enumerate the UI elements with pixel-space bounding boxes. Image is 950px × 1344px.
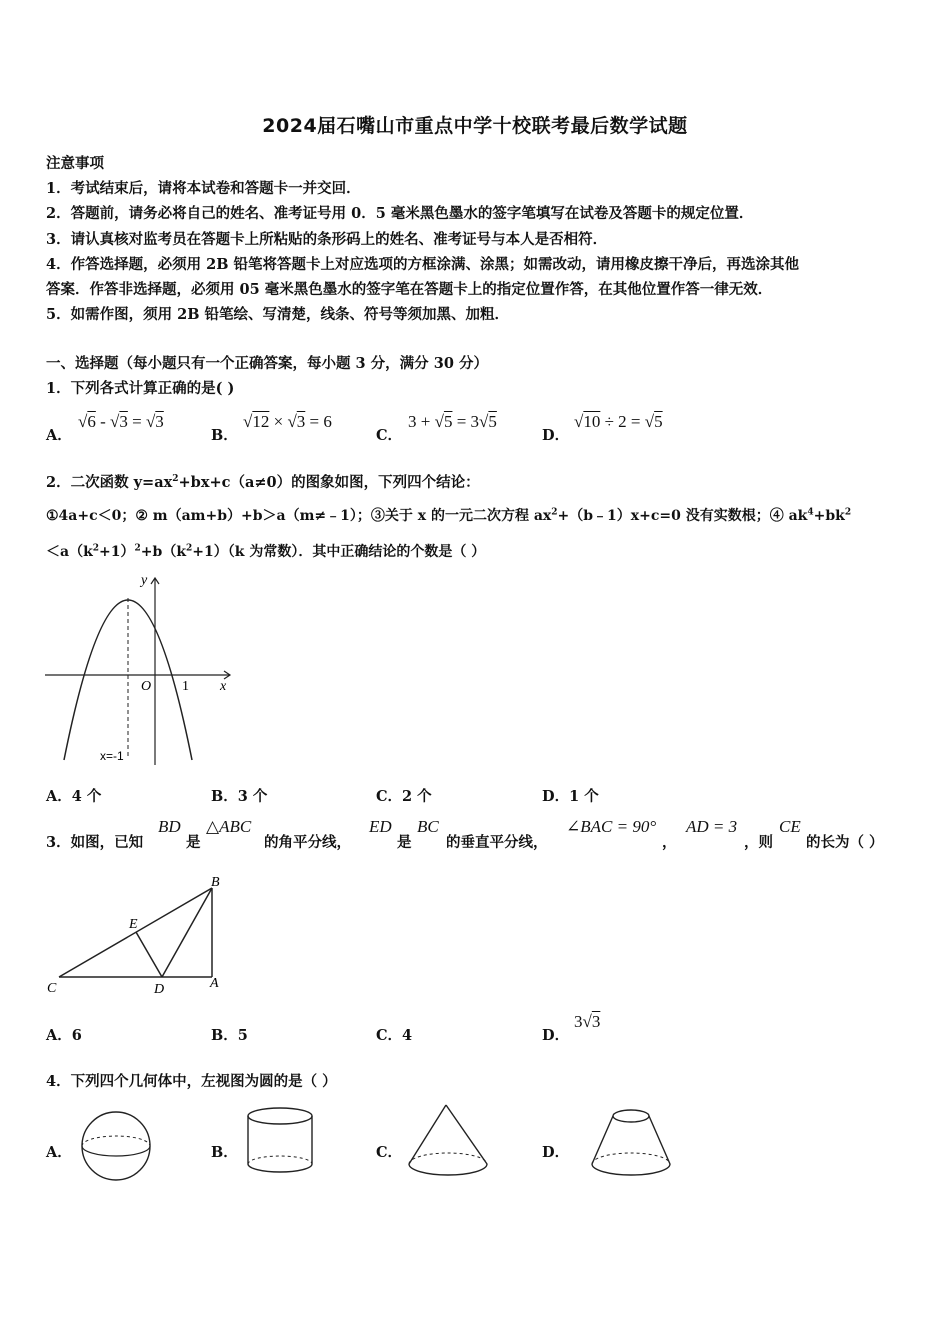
- frustum-base-front: [592, 1164, 670, 1175]
- q3-math-bd: BD: [158, 817, 181, 836]
- q1-stem: 1．下列各式计算正确的是( ): [46, 380, 235, 397]
- q2-option-d: D．1 个: [542, 788, 599, 805]
- q3-math-triangle: △ABC: [206, 817, 252, 836]
- q3-text-3: 的角平分线，: [264, 834, 351, 851]
- q3-math-ad: AD = 3: [686, 817, 738, 836]
- q2-option-c: C．2 个: [376, 788, 432, 805]
- cone-right-edge: [446, 1105, 487, 1164]
- sphere-equator-front: [82, 1146, 150, 1156]
- parabola-curve: [64, 600, 192, 760]
- q3-option-c: C．4: [376, 1027, 413, 1044]
- vertex-a: A: [210, 976, 219, 991]
- q3-text-7: ，则: [744, 834, 773, 851]
- graph-label-x: x: [220, 679, 227, 694]
- q3-option-d-expr: 3√3: [574, 1012, 601, 1031]
- q3-math-angle: ∠BAC = 90°: [566, 817, 657, 836]
- q3-math-ce: CE: [779, 817, 801, 836]
- q2-conclusions-line1: ①4a+c＜0；② m（am+b）+b＞a（m≠﹣1）；③关于 x 的一元二次方程 $ax^2+(b﹣1)x+c=0$ 没有实数根；④ $ak^4+bk^2$: [46, 507, 852, 524]
- vertex-b: B: [211, 875, 220, 890]
- q3-option-b: B．5: [211, 1027, 248, 1044]
- notice-item-3: 3．请认真核对监考员在答题卡上所粘贴的条形码上的姓名、准考证号与本人是否相符．: [46, 231, 608, 248]
- q1-expr-d: √10 ÷ 2 = √5: [574, 412, 663, 431]
- cone-base-front: [409, 1164, 487, 1175]
- q3-math-ed: ED: [369, 817, 392, 836]
- q3-math-bc: BC: [417, 817, 439, 836]
- sphere-figure: [74, 1108, 164, 1184]
- notice-item-4: 4．作答选择题，必须用 2B 铅笔将答题卡上对应选项的方框涂满、涂黑；如需改动，请用橡皮擦干净后，再选涂其他: [46, 256, 800, 273]
- q3-option-a: A．6: [46, 1027, 82, 1044]
- q1-label-c: C．: [376, 427, 403, 444]
- q1-expr-c: 3 + √5 = 3√5: [408, 412, 497, 431]
- point-d: D: [154, 982, 165, 997]
- q2-parabola-graph: [40, 570, 240, 770]
- graph-label-one: 1: [182, 679, 189, 694]
- frustum-figure: [584, 1102, 684, 1186]
- graph-symmetry-label: x=-1: [100, 749, 124, 763]
- frustum-base-back: [592, 1153, 670, 1164]
- vertex-c: C: [47, 981, 57, 996]
- section-heading: 一、选择题（每小题只有一个正确答案，每小题 3 分，满分 30 分）: [46, 355, 488, 372]
- q4-label-c: C．: [376, 1144, 403, 1161]
- q1-label-d: D．: [542, 427, 570, 444]
- q3-text-1: 3．如图，已知: [46, 834, 144, 851]
- cylinder-bottom-front: [248, 1164, 312, 1172]
- cone-left-edge: [409, 1105, 446, 1164]
- sphere-outline: [82, 1112, 150, 1180]
- q2-conclusions-line2: $<a(k^2+1)^2+b(k^2+1)(k$ 为常数）．其中正确结论的个数是（ ）: [46, 543, 486, 560]
- sphere-equator-back: [82, 1136, 150, 1146]
- q1-label-b: B．: [211, 427, 238, 444]
- cylinder-top: [248, 1108, 312, 1124]
- notice-heading: 注意事项: [46, 155, 104, 172]
- q1-label-a: A．: [46, 427, 72, 444]
- notice-item-2: 2．答题前，请务必将自己的姓名、准考证号用 0．5 毫米黑色墨水的签字笔填写在试卷及答题卡的规定位置．: [46, 205, 754, 222]
- frustum-top: [613, 1110, 649, 1122]
- q3-triangle-figure: [44, 870, 244, 1000]
- q3-option-d: D．: [542, 1027, 570, 1044]
- q1-expr-b: √12 × √3 = 6: [243, 412, 332, 431]
- q3-text-5: 的垂直平分线，: [446, 834, 548, 851]
- q2-stem: 2．二次函数 $y=ax^2+bx+c(a\ne 0)$的图象如图，下列四个结论：: [46, 474, 480, 491]
- q2-option-b: B．3 个: [211, 788, 268, 805]
- cone-base-back: [409, 1153, 487, 1164]
- page-title: 2024届石嘴山市重点中学十校联考最后数学试题: [262, 115, 688, 137]
- q3-text-4: 是: [397, 834, 412, 851]
- q4-label-d: D．: [542, 1144, 570, 1161]
- segment-ed: [136, 932, 162, 977]
- notice-item-1: 1．考试结束后，请将本试卷和答题卡一并交回．: [46, 180, 361, 197]
- q3-text-8: 的长为（ ）: [806, 834, 884, 851]
- q3-text-2: 是: [186, 834, 201, 851]
- q4-stem: 4．下列四个几何体中，左视图为圆的是（ ）: [46, 1073, 337, 1090]
- graph-label-origin: O: [141, 679, 152, 694]
- notice-item-4-cont: 答案．作答非选择题，必须用 05 毫米黑色墨水的签字笔在答题卡上的指定位置作答，在其他位置作答一律无效．: [46, 281, 773, 298]
- q4-label-a: A．: [46, 1144, 72, 1161]
- notice-item-5: 5．如需作图，须用 2B 铅笔绘、写清楚，线条、符号等须加黑、加粗．: [46, 306, 510, 323]
- cylinder-figure: [242, 1104, 322, 1184]
- cone-figure: [402, 1100, 502, 1184]
- cylinder-bottom-back: [248, 1156, 312, 1164]
- graph-label-y: y: [141, 573, 148, 588]
- point-e: E: [129, 917, 138, 932]
- q2-option-a: A．4 个: [46, 788, 102, 805]
- segment-bd: [162, 888, 212, 977]
- q1-expr-a: √6 - √3 = √3: [78, 412, 164, 431]
- frustum-right-edge: [649, 1116, 670, 1164]
- q4-label-b: B．: [211, 1144, 238, 1161]
- q3-text-6: ，: [662, 834, 677, 851]
